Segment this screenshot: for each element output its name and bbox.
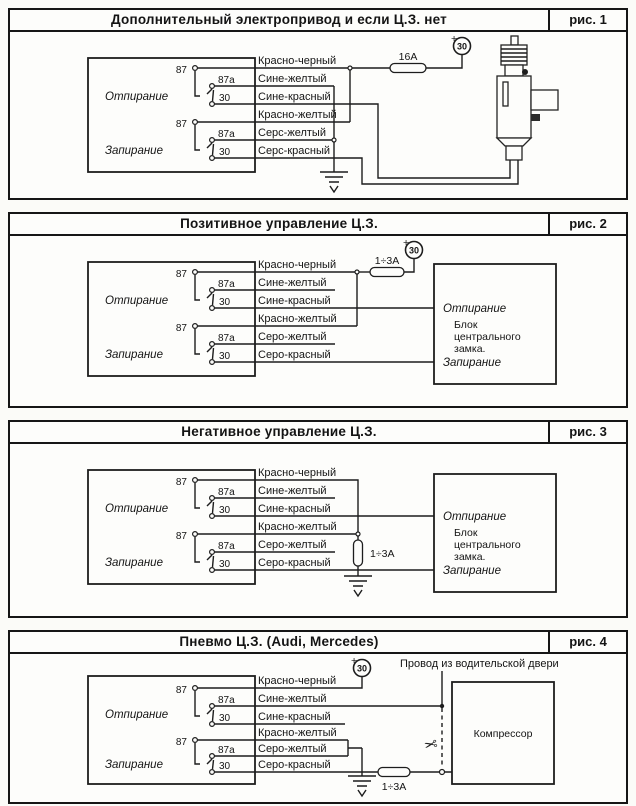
- panel-4-header: [10, 632, 626, 654]
- panel-2-header: [10, 214, 626, 236]
- panel-1-title: Дополнительный электропривод и если Ц.З. нет: [111, 12, 447, 27]
- panel-2-figure-number: рис. 2: [548, 214, 626, 234]
- panel-1-schematic: [10, 32, 626, 198]
- terminal-87a-label: 87a: [218, 487, 235, 498]
- terminal-30-label: 30: [219, 559, 231, 570]
- fuse-16a: [390, 51, 462, 73]
- block-name-line1: Блок: [454, 527, 478, 539]
- block-unlock-label: Отпирание: [443, 511, 507, 523]
- figure-panel-4: [8, 630, 628, 804]
- driver-door-wire: [400, 658, 559, 775]
- terminal-30-label: 30: [219, 761, 231, 772]
- wire-label: Сине-красный: [258, 91, 331, 103]
- panel-2-title: Позитивное управление Ц.З.: [180, 216, 378, 231]
- block-name-line3: замка.: [454, 551, 486, 563]
- panel-3-schematic: [10, 444, 626, 616]
- unlock-label: Отпирание: [105, 709, 169, 721]
- terminal-30-label: 30: [219, 505, 231, 516]
- plus-sign: +: [451, 33, 458, 45]
- wires: [198, 55, 519, 184]
- wire-label: Красно-желтый: [258, 109, 337, 121]
- wire-label: Серо-красный: [258, 557, 331, 569]
- terminal-30-label: 30: [219, 351, 231, 362]
- terminal-87-label: 87: [175, 269, 187, 280]
- scissors-icon: ✂: [422, 735, 440, 756]
- lock-label: Запирание: [105, 759, 163, 771]
- terminal-30-label: 30: [219, 147, 231, 158]
- wire-label: Серс-желтый: [258, 127, 326, 139]
- terminal-30-label: 30: [219, 297, 231, 308]
- plus-sign: +: [403, 237, 410, 249]
- block-name-line1: Блок: [454, 319, 478, 331]
- terminal-87-label: 87: [175, 685, 187, 696]
- wires: [198, 675, 441, 776]
- terminal-30-label: 30: [219, 713, 231, 724]
- wire-label: Серо-желтый: [258, 539, 327, 551]
- panel-3-diagram: [10, 444, 626, 616]
- panel-4-diagram: [10, 654, 626, 802]
- wire-label: Серо-желтый: [258, 743, 327, 755]
- panel-3-header: [10, 422, 626, 444]
- fuse-label: 16А: [398, 51, 418, 63]
- terminal-87a-label: 87a: [218, 279, 235, 290]
- lock-label: Запирание: [105, 557, 163, 569]
- panel-4-figure-number: рис. 4: [548, 632, 626, 652]
- wire-label: Сине-желтый: [258, 73, 327, 85]
- block-unlock-label: Отпирание: [443, 303, 507, 315]
- wire-label: Красно-желтый: [258, 313, 337, 325]
- terminal-87a-label: 87a: [218, 129, 235, 140]
- door-actuator: [497, 36, 558, 160]
- block-name-line3: замка.: [454, 343, 486, 355]
- terminal-87-label: 87: [175, 531, 187, 542]
- wire-label: Сине-желтый: [258, 693, 327, 705]
- wire-label: Серс-красный: [258, 145, 331, 157]
- battery-30-symbol: [403, 237, 423, 259]
- terminal-87a-label: 87a: [218, 695, 235, 706]
- wire-label: Красно-черный: [258, 259, 337, 271]
- block-name-line2: центрального: [454, 331, 521, 343]
- terminal-87a-label: 87a: [218, 745, 235, 756]
- ground-symbol: [344, 576, 372, 596]
- figure-panel-3: [8, 420, 628, 618]
- panel-3-figure-number: рис. 3: [548, 422, 626, 442]
- ground-symbol: [320, 172, 348, 192]
- block-name-line2: центрального: [454, 539, 521, 551]
- figure-panel-2: [8, 212, 628, 408]
- unlock-label: Отпирание: [105, 295, 169, 307]
- compressor-block: [452, 682, 554, 784]
- terminal-30-battery-label: 30: [456, 41, 468, 52]
- wire-label: Серо-красный: [258, 759, 331, 771]
- wire-label: Красно-желтый: [258, 727, 337, 739]
- battery-30-symbol: [351, 655, 371, 677]
- wire-label: Красно-черный: [258, 675, 337, 687]
- block-lock-label: Запирание: [443, 565, 501, 577]
- terminal-30-battery-label: 30: [408, 245, 420, 256]
- panel-2-schematic: [10, 236, 626, 406]
- compressor-label: Компрессор: [473, 728, 533, 740]
- wire-label: Сине-красный: [258, 503, 331, 515]
- wire-label: Сине-красный: [258, 711, 331, 723]
- terminal-87-label: 87: [175, 477, 187, 488]
- fuse-label: 1÷3А: [381, 781, 407, 793]
- wire-label: Серо-красный: [258, 349, 331, 361]
- fuse-1-3a: [370, 255, 414, 277]
- panel-3-title: Негативное управление Ц.З.: [181, 424, 377, 439]
- wires: [198, 467, 435, 570]
- ground-symbol: [348, 776, 376, 796]
- block-lock-label: Запирание: [443, 357, 501, 369]
- central-lock-block: [434, 264, 556, 384]
- panel-4-title: Пневмо Ц.З. (Audi, Mercedes): [179, 634, 379, 649]
- fuse-label: 1÷3А: [370, 548, 395, 560]
- terminal-87a-label: 87a: [218, 541, 235, 552]
- wire-label: Красно-черный: [258, 55, 337, 67]
- central-lock-block: [434, 474, 556, 592]
- unlock-label: Отпирание: [105, 503, 169, 515]
- terminal-87-label: 87: [175, 65, 187, 76]
- terminal-30-battery-label: 30: [356, 663, 368, 674]
- fuse-label: 1÷3А: [374, 255, 400, 267]
- terminal-87a-label: 87a: [218, 75, 235, 86]
- plus-sign: +: [351, 655, 358, 667]
- unlock-label: Отпирание: [105, 91, 169, 103]
- terminal-87-label: 87: [175, 119, 187, 130]
- panel-4-schematic: [10, 654, 626, 802]
- terminal-30-label: 30: [219, 93, 231, 104]
- wire-label: Сине-красный: [258, 295, 331, 307]
- wire-label: Сине-желтый: [258, 485, 327, 497]
- panel-1-diagram: [10, 32, 626, 198]
- terminal-87-label: 87: [175, 323, 187, 334]
- battery-30-symbol: [451, 33, 471, 55]
- panel-1-header: [10, 10, 626, 32]
- lock-label: Запирание: [105, 145, 163, 157]
- wire-label: Серо-желтый: [258, 331, 327, 343]
- terminal-87a-label: 87a: [218, 333, 235, 344]
- wire-label: Красно-черный: [258, 467, 337, 479]
- panel-2-diagram: [10, 236, 626, 406]
- lock-label: Запирание: [105, 349, 163, 361]
- figure-panel-1: [8, 8, 628, 200]
- driver-door-wire-label: Провод из водительской двери: [400, 658, 559, 670]
- wire-label: Красно-желтый: [258, 521, 337, 533]
- panel-1-figure-number: рис. 1: [548, 10, 626, 30]
- wire-label: Сине-желтый: [258, 277, 327, 289]
- terminal-87-label: 87: [175, 737, 187, 748]
